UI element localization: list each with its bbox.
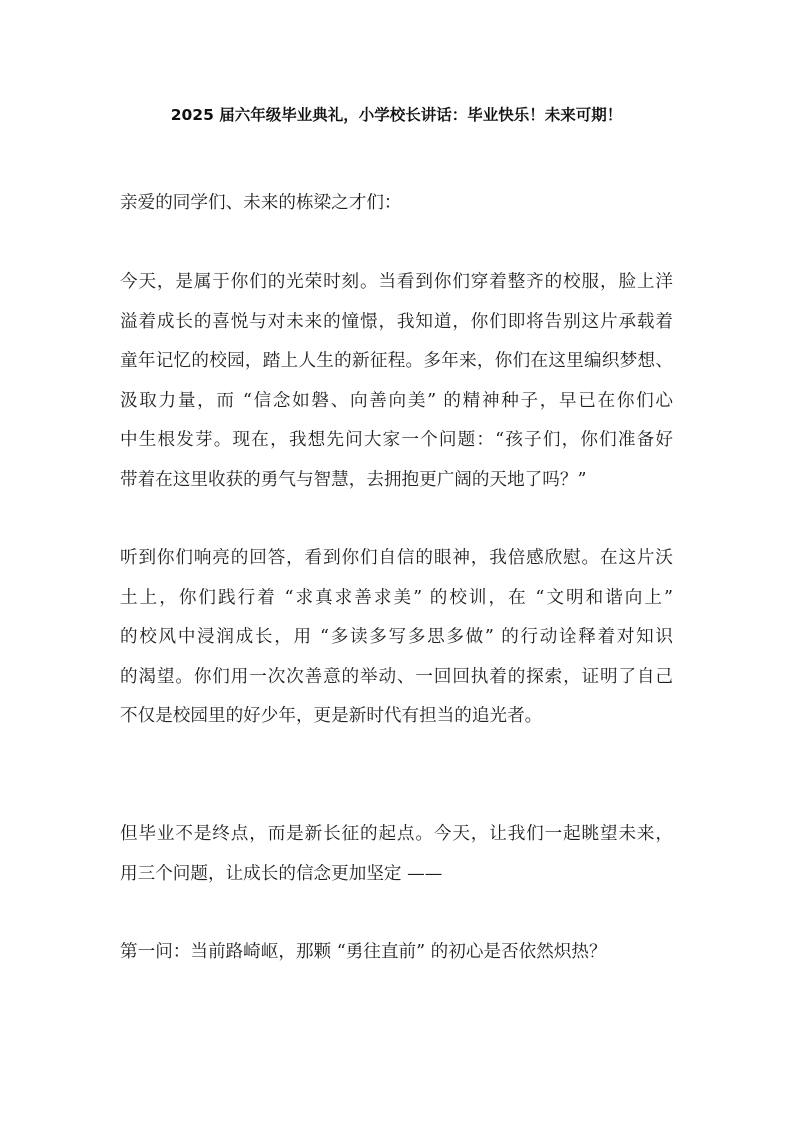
paragraph-line: 溢着成长的喜悦与对未来的憧憬，我知道，你们即将告别这片承载着 xyxy=(120,311,673,332)
paragraph-line: 今天，是属于你们的光荣时刻。当看到你们穿着整齐的校服，脸上洋 xyxy=(120,272,673,292)
paragraph-line: 用三个问题，让成长的信念更加坚定 —— xyxy=(120,863,443,884)
paragraph-line: 不仅是校园里的好少年，更是新时代有担当的追光者。 xyxy=(120,706,543,726)
paragraph-line: 听到你们响亮的回答，看到你们自信的眼神，我倍感欣慰。在这片沃 xyxy=(120,548,673,568)
paragraph-line: 第一问：当前路崎岖，那颗 “勇往直前” 的初心是否依然炽热？ xyxy=(120,942,607,962)
greeting-paragraph xyxy=(120,184,673,224)
paragraph-4 xyxy=(120,933,673,973)
paragraph-line: 的校风中浸润成长，用 “多读多写多思多做” 的行动诠释着对知识 xyxy=(120,627,673,647)
greeting-line: 亲爱的同学们、未来的栋梁之才们： xyxy=(120,193,402,213)
paragraph-line: 汲取力量，而 “信念如磐、向善向美” 的精神种子，早已在你们心 xyxy=(120,390,673,411)
paragraph-1 xyxy=(120,263,673,500)
paragraph-line: 带着在这里收获的勇气与智慧，去拥抱更广阔的天地了吗？” xyxy=(120,469,587,490)
paragraph-line: 土上，你们践行着 “求真求善求美” 的校训，在 “文明和谐向上” xyxy=(120,587,673,608)
paragraph-line: 童年记忆的校园，踏上人生的新征程。多年来，你们在这里编织梦想、 xyxy=(120,351,673,371)
document-title: 2025 届六年级毕业典礼，小学校长讲话：毕业快乐！未来可期！ xyxy=(170,106,623,124)
paragraph-line: 中生根发芽。现在，我想先问大家一个问题：“孩子们，你们准备好 xyxy=(120,430,673,450)
paragraph-line: 的渴望。你们用一次次善意的举动、一回回执着的探索，证明了自己 xyxy=(120,666,673,687)
paragraph-line: 但毕业不是终点，而是新长征的起点。今天，让我们一起眺望未来， xyxy=(120,824,673,844)
paragraph-3 xyxy=(120,815,673,894)
paragraph-2 xyxy=(120,539,673,737)
